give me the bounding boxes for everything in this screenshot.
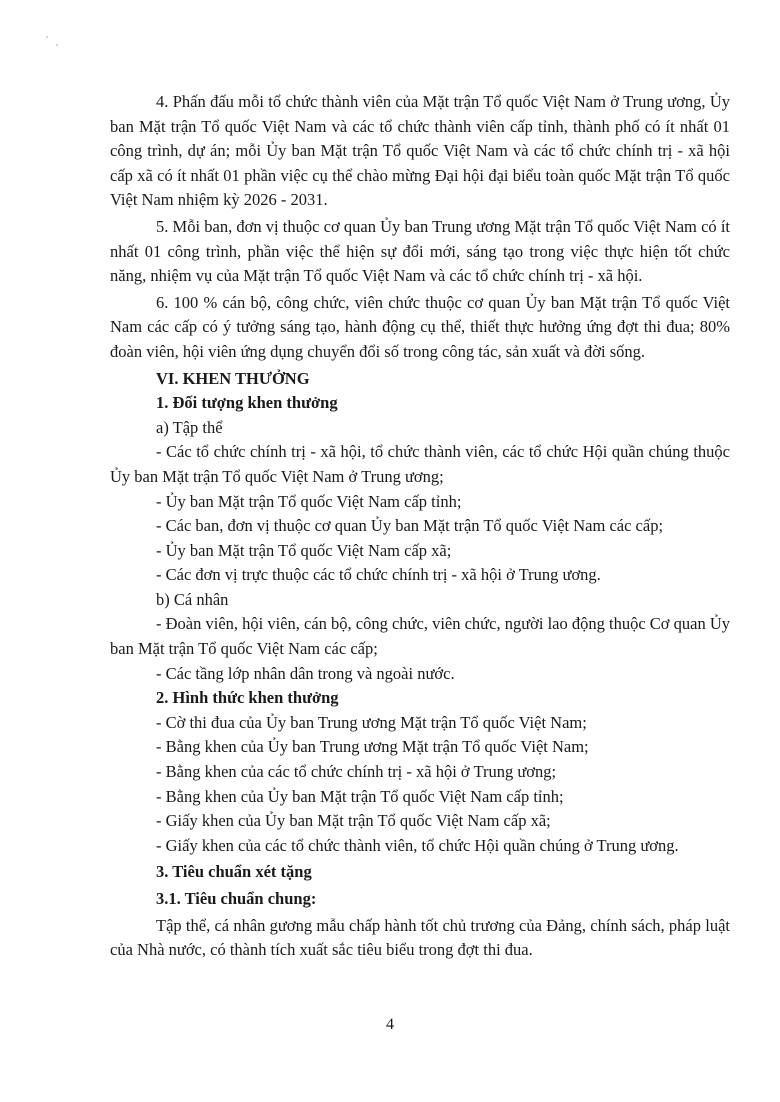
subheading-doi-tuong: 1. Đối tượng khen thưởng [156, 393, 338, 413]
page-number: 4 [386, 1016, 394, 1033]
list-item: - Bằng khen của các tổ chức chính trị - xã hội ở Trung ương; [156, 762, 557, 782]
list-item: - Giấy khen của các tổ chức thành viên, tổ chức Hội quần chúng ở Trung ương. [156, 835, 679, 855]
scan-speck [56, 44, 58, 46]
paragraph-target-6: 6. 100 % cán bộ, công chức, viên chức thuộc cơ quan Ủy ban Mặt trận Tổ quốc Việt Nam các cấp có ý tưởng sáng tạo, hành động cụ thể, thiết thực hưởng ứng đợt thi đua; 80% đoàn viên, hội viên ứng dụng chuyển đổi số trong công tác, sản xuất và đời sống. [110, 292, 730, 361]
section-heading-khen-thuong: VI. KHEN THƯỞNG [156, 368, 310, 388]
paragraph-tieu-chuan-chung: Tập thể, cá nhân gương mẫu chấp hành tốt chủ trương của Đảng, chính sách, pháp luật của Nhà nước, có thành tích xuất sắc tiêu biểu trong đợt thi đua. [110, 915, 730, 960]
list-item: - Các ban, đơn vị thuộc cơ quan Ủy ban Mặt trận Tổ quốc Việt Nam các cấp; [156, 516, 664, 536]
document-body [110, 90, 730, 963]
list-item: - Ủy ban Mặt trận Tổ quốc Việt Nam cấp tỉnh; [156, 491, 462, 511]
subheading-hinh-thuc: 2. Hình thức khen thưởng [156, 688, 339, 708]
list-item: - Cờ thi đua của Ủy ban Trung ương Mặt trận Tổ quốc Việt Nam; [156, 712, 587, 732]
list-item: - Bằng khen của Ủy ban Trung ương Mặt trận Tổ quốc Việt Nam; [156, 737, 589, 757]
paragraph-target-4: 4. Phấn đấu mỗi tổ chức thành viên của Mặt trận Tổ quốc Việt Nam ở Trung ương, Ủy ban Mặt trận Tổ quốc Việt Nam và các tổ chức thành viên cấp tỉnh, thành phố có ít nhất 01 công trình, dự án; mỗi Ủy ban Mặt trận Tổ quốc Việt Nam và các tổ chức chính trị - xã hội cấp xã có ít nhất 01 phần việc cụ thể chào mừng Đại hội đại biểu toàn quốc Mặt trận Tổ quốc Việt Nam nhiệm kỳ 2026 - 2031. [110, 92, 730, 210]
list-label-tap-the: a) Tập thể [156, 417, 223, 437]
list-item: - Các tầng lớp nhân dân trong và ngoài nước. [156, 663, 455, 683]
scan-speck [46, 36, 48, 38]
subheading-tieu-chuan-chung: 3.1. Tiêu chuẩn chung: [156, 889, 317, 908]
list-item: - Các đơn vị trực thuộc các tổ chức chính trị - xã hội ở Trung ương. [156, 565, 601, 585]
list-item: - Giấy khen của Ủy ban Mặt trận Tổ quốc Việt Nam cấp xã; [156, 811, 551, 831]
list-item: - Ủy ban Mặt trận Tổ quốc Việt Nam cấp xã; [156, 540, 452, 560]
list-item: - Đoàn viên, hội viên, cán bộ, công chức, viên chức, người lao động thuộc Cơ quan Ủy ban Mặt trận Tổ quốc Việt Nam các cấp; [110, 614, 730, 659]
list-item: - Bằng khen của Ủy ban Mặt trận Tổ quốc Việt Nam cấp tỉnh; [156, 786, 564, 806]
list-item: - Các tổ chức chính trị - xã hội, tổ chức thành viên, các tổ chức Hội quần chúng thuộc Ủy ban Mặt trận Tổ quốc Việt Nam ở Trung ương; [110, 442, 730, 486]
paragraph-target-5: 5. Mỗi ban, đơn vị thuộc cơ quan Ủy ban Trung ương Mặt trận Tổ quốc Việt Nam có ít nhất 01 công trình, phần việc thể hiện sự đổi mới, sáng tạo trong việc thực hiện tốt chức năng, nhiệm vụ của Mặt trận Tổ quốc Việt Nam và các tổ chức chính trị - xã hội. [110, 216, 730, 286]
list-label-ca-nhan: b) Cá nhân [156, 589, 229, 609]
subheading-tieu-chuan: 3. Tiêu chuẩn xét tặng [156, 862, 312, 882]
